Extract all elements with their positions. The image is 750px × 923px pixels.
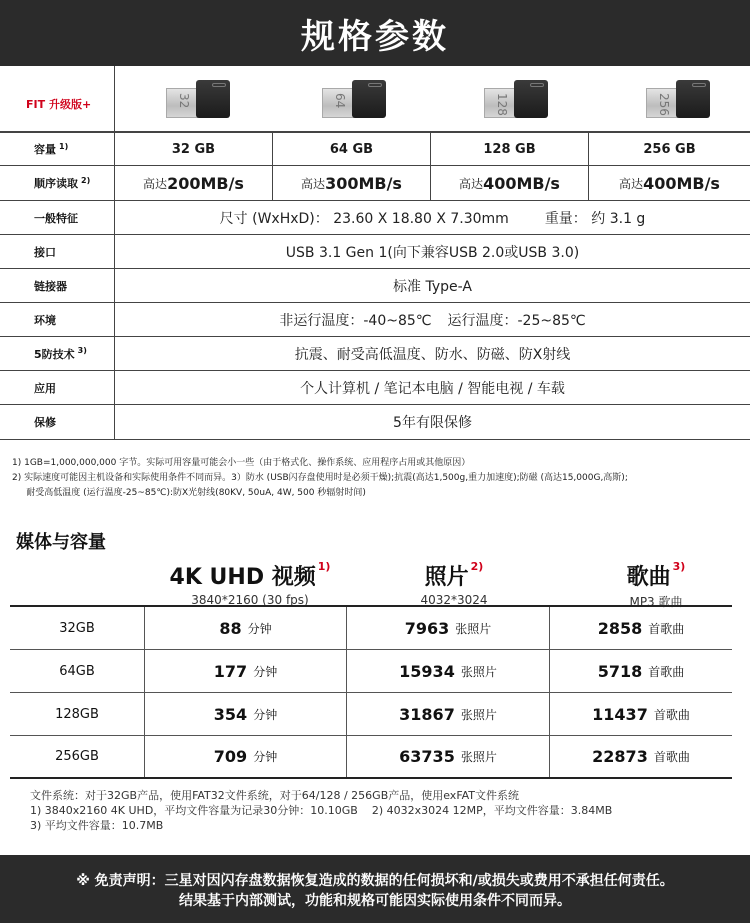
spec-footnote: 1) 1GB=1,000,000,000 字节。实际可用容量可能会小一些（由于格式化、操作系统、应用程序占用或其他原因）	[12, 458, 471, 468]
media-capacity-cell: 128GB	[10, 693, 145, 735]
warranty-label: 保修	[0, 405, 115, 439]
media-column-header-photo: 照片 $^{2)}$ 4032*3024	[420, 559, 488, 607]
size-value: 尺寸 (WxHxD)： 23.60 X 18.80 X 7.30mm	[219, 210, 509, 227]
page-title: 规格参数	[301, 16, 449, 57]
warranty-value: 5年有限保修	[393, 415, 472, 431]
media-footnotes	[30, 788, 612, 833]
interface-row	[0, 235, 750, 269]
interface-label: 接口	[0, 235, 115, 268]
table-row	[10, 650, 732, 693]
protection-value: 抗震、耐受高低温度、防水、防磁、防X射线	[294, 346, 571, 363]
environment-value: 非运行温度：-40~85℃ 运行温度：-25~85℃	[279, 312, 586, 329]
usb-drive-image-256: 256	[646, 76, 710, 120]
media-capacity-cell: 64GB	[10, 650, 145, 692]
weight-value: 重量： 约 3.1 g	[544, 210, 646, 227]
table-row	[10, 736, 732, 779]
general-value	[115, 201, 750, 234]
song-cell: 22873 首歌曲	[592, 747, 690, 766]
protection-label: 5防技术 $^{3)}$	[0, 337, 115, 370]
usb-drive-image-128: 128	[484, 76, 548, 120]
interface-value: USB 3.1 Gen 1(向下兼容USB 2.0或USB 3.0)	[285, 244, 580, 261]
photo-cell: 63735 张照片	[347, 736, 550, 777]
photo-cell: 7963 张照片	[347, 607, 550, 649]
spec-footnote: 耐受高低温度 (运行温度-25~85℃):防X光射线(80KV, 50uA, 4W, 500 秒辐射时间)	[12, 488, 366, 498]
product-label: FIT 升级版+	[26, 98, 92, 111]
warranty-row	[0, 405, 750, 440]
media-table	[10, 605, 732, 779]
environment-row	[0, 303, 750, 337]
spec-footnotes	[12, 456, 628, 501]
general-label: 一般特征	[0, 201, 115, 234]
capacity-cell: 256 GB	[643, 141, 696, 157]
connector-row	[0, 269, 750, 303]
protection-row	[0, 337, 750, 371]
page-header	[0, 0, 750, 66]
media-column-header-song: 歌曲 $^{3)}$ MP3 歌曲	[626, 559, 686, 609]
read-speed-row	[0, 166, 750, 201]
usb-drive-image-32: 32	[166, 76, 230, 120]
general-row	[0, 201, 750, 235]
capacity-cell: 64 GB	[273, 133, 431, 165]
application-label: 应用	[0, 371, 115, 404]
connector-value: 标准 Type-A	[393, 278, 472, 295]
connector-label: 链接器	[0, 269, 115, 302]
read-speed-cell: 高达 400MB/s	[431, 166, 589, 200]
disclaimer-line: ※ 免责声明：三星对因闪存盘数据恢复造成的数据的任何损坏和/或损失或费用不承担任何责任。	[76, 873, 674, 889]
capacity-label: 容量 $^{1)}$	[0, 133, 115, 165]
application-value: 个人计算机 / 笔记本电脑 / 智能电视 / 车载	[300, 380, 565, 397]
disclaimer-footer	[0, 855, 750, 923]
read-speed-cell: 高达 200MB/s	[115, 166, 273, 200]
capacity-cell: 128 GB	[431, 133, 589, 165]
media-column-header-video: 4K UHD 视频 $^{1)}$ 3840*2160 (30 fps)	[169, 559, 331, 607]
table-row	[10, 693, 732, 736]
table-row	[10, 607, 732, 650]
read-speed-label: 顺序读取 $^{2)}$	[0, 166, 115, 200]
spec-footnote: 2) 实际速度可能因主机设备和实际使用条件不同而异。3）防水 (USB闪存盘使用时是必须干燥);抗震(高达1,500g,重力加速度);防磁 (高达15,000G,高斯);	[12, 473, 628, 483]
video-cell: 354 分钟	[145, 693, 347, 735]
song-cell: 2858 首歌曲	[597, 618, 685, 638]
video-cell: 177 分钟	[145, 650, 347, 692]
photo-cell: 31867 张照片	[347, 693, 550, 735]
media-capacity-cell: 256GB	[10, 736, 145, 777]
media-capacity-cell: 32GB	[10, 607, 145, 649]
disclaimer-line: 结果基于内部测试，功能和规格可能因实际使用条件不同而异。	[179, 893, 571, 909]
capacity-cell: 32 GB	[115, 133, 273, 165]
read-speed-cell: 高达 300MB/s	[273, 166, 431, 200]
song-cell: 11437 首歌曲	[592, 704, 690, 724]
photo-cell: 15934 张照片	[347, 650, 550, 692]
application-row	[0, 371, 750, 405]
product-row	[0, 66, 750, 132]
product-label-cell	[0, 66, 115, 131]
video-cell: 88 分钟	[145, 607, 347, 649]
video-cell: 709 分钟	[145, 736, 347, 777]
media-footnote: 1) 3840x2160 4K UHD，平均文件容量为记录30分钟：10.10GB 2) 4032x3024 12MP，平均文件容量：3.84MB	[30, 804, 613, 817]
read-speed-cell: 高达 400MB/s	[619, 173, 720, 193]
media-section-title: 媒体与容量	[16, 532, 106, 553]
media-footnote: 文件系统：对于32GB产品，使用FAT32文件系统，对于64/128 / 256GB产品，使用exFAT文件系统	[30, 789, 520, 802]
usb-drive-image-64: 64	[322, 76, 386, 120]
media-footnote: 3) 平均文件容量：10.7MB	[30, 819, 164, 832]
environment-label: 环境	[0, 303, 115, 336]
capacity-row	[0, 132, 750, 166]
song-cell: 5718 首歌曲	[597, 661, 685, 681]
